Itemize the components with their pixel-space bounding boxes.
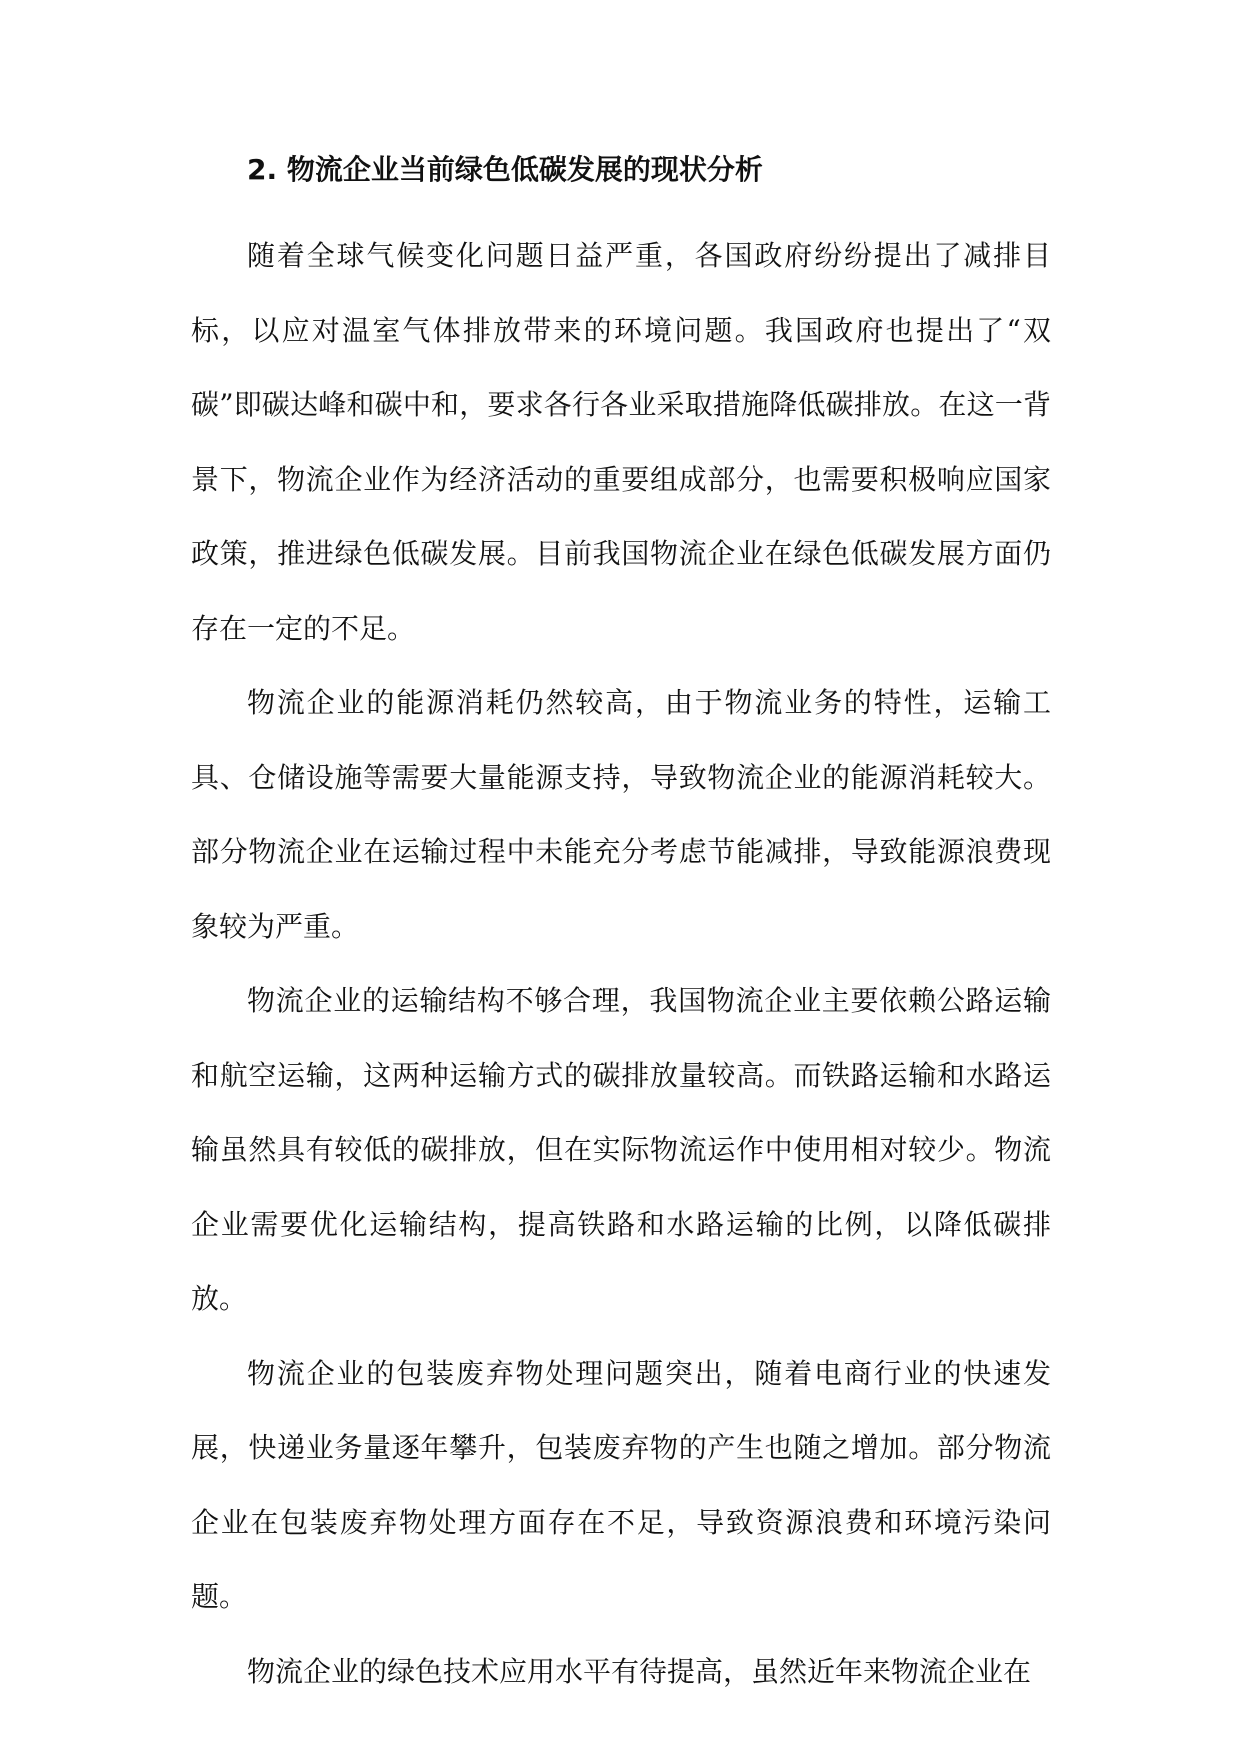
paragraph-background: 随着全球气候变化问题日益严重，各国政府纷纷提出了减排目标，以应对温室气体排放带来的环境问题。我国政府也提出了“双碳”即碳达峰和碳中和，要求各行各业采取措施降低碳排放。在这一背景下，物流企业作为经济活动的重要组成部分，也需要积极响应国家政策，推进绿色低碳发展。目前我国物流企业在绿色低碳发展方面仍存在一定的不足。 [191, 239, 1051, 645]
paragraph-green-technology: 物流企业的绿色技术应用水平有待提高，虽然近年来物流企业在 [247, 1654, 1032, 1688]
paragraph-packaging-waste: 物流企业的包装废弃物处理问题突出，随着电商行业的快速发展，快递业务量逐年攀升，包装废弃物的产生也随之增加。部分物流企业在包装废弃物处理方面存在不足，导致资源浪费和环境污染问题。 [191, 1356, 1051, 1613]
paragraph-transport-structure: 物流企业的运输结构不够合理，我国物流企业主要依赖公路运输和航空运输，这两种运输方式的碳排放量较高。而铁路运输和水路运输虽然具有较低的碳排放，但在实际物流运作中使用相对较少。物流企业需要优化运输结构，提高铁路和水路运输的比例，以降低碳排放。 [191, 984, 1051, 1315]
section-heading: 2. 物流企业当前绿色低碳发展的现状分析 [247, 153, 763, 186]
paragraph-energy-consumption: 物流企业的能源消耗仍然较高，由于物流业务的特性，运输工具、仓储设施等需要大量能源支持，导致物流企业的能源消耗较大。部分物流企业在运输过程中未能充分考虑节能减排，导致能源浪费现象较为严重。 [191, 686, 1051, 943]
document-body [191, 152, 1051, 1709]
